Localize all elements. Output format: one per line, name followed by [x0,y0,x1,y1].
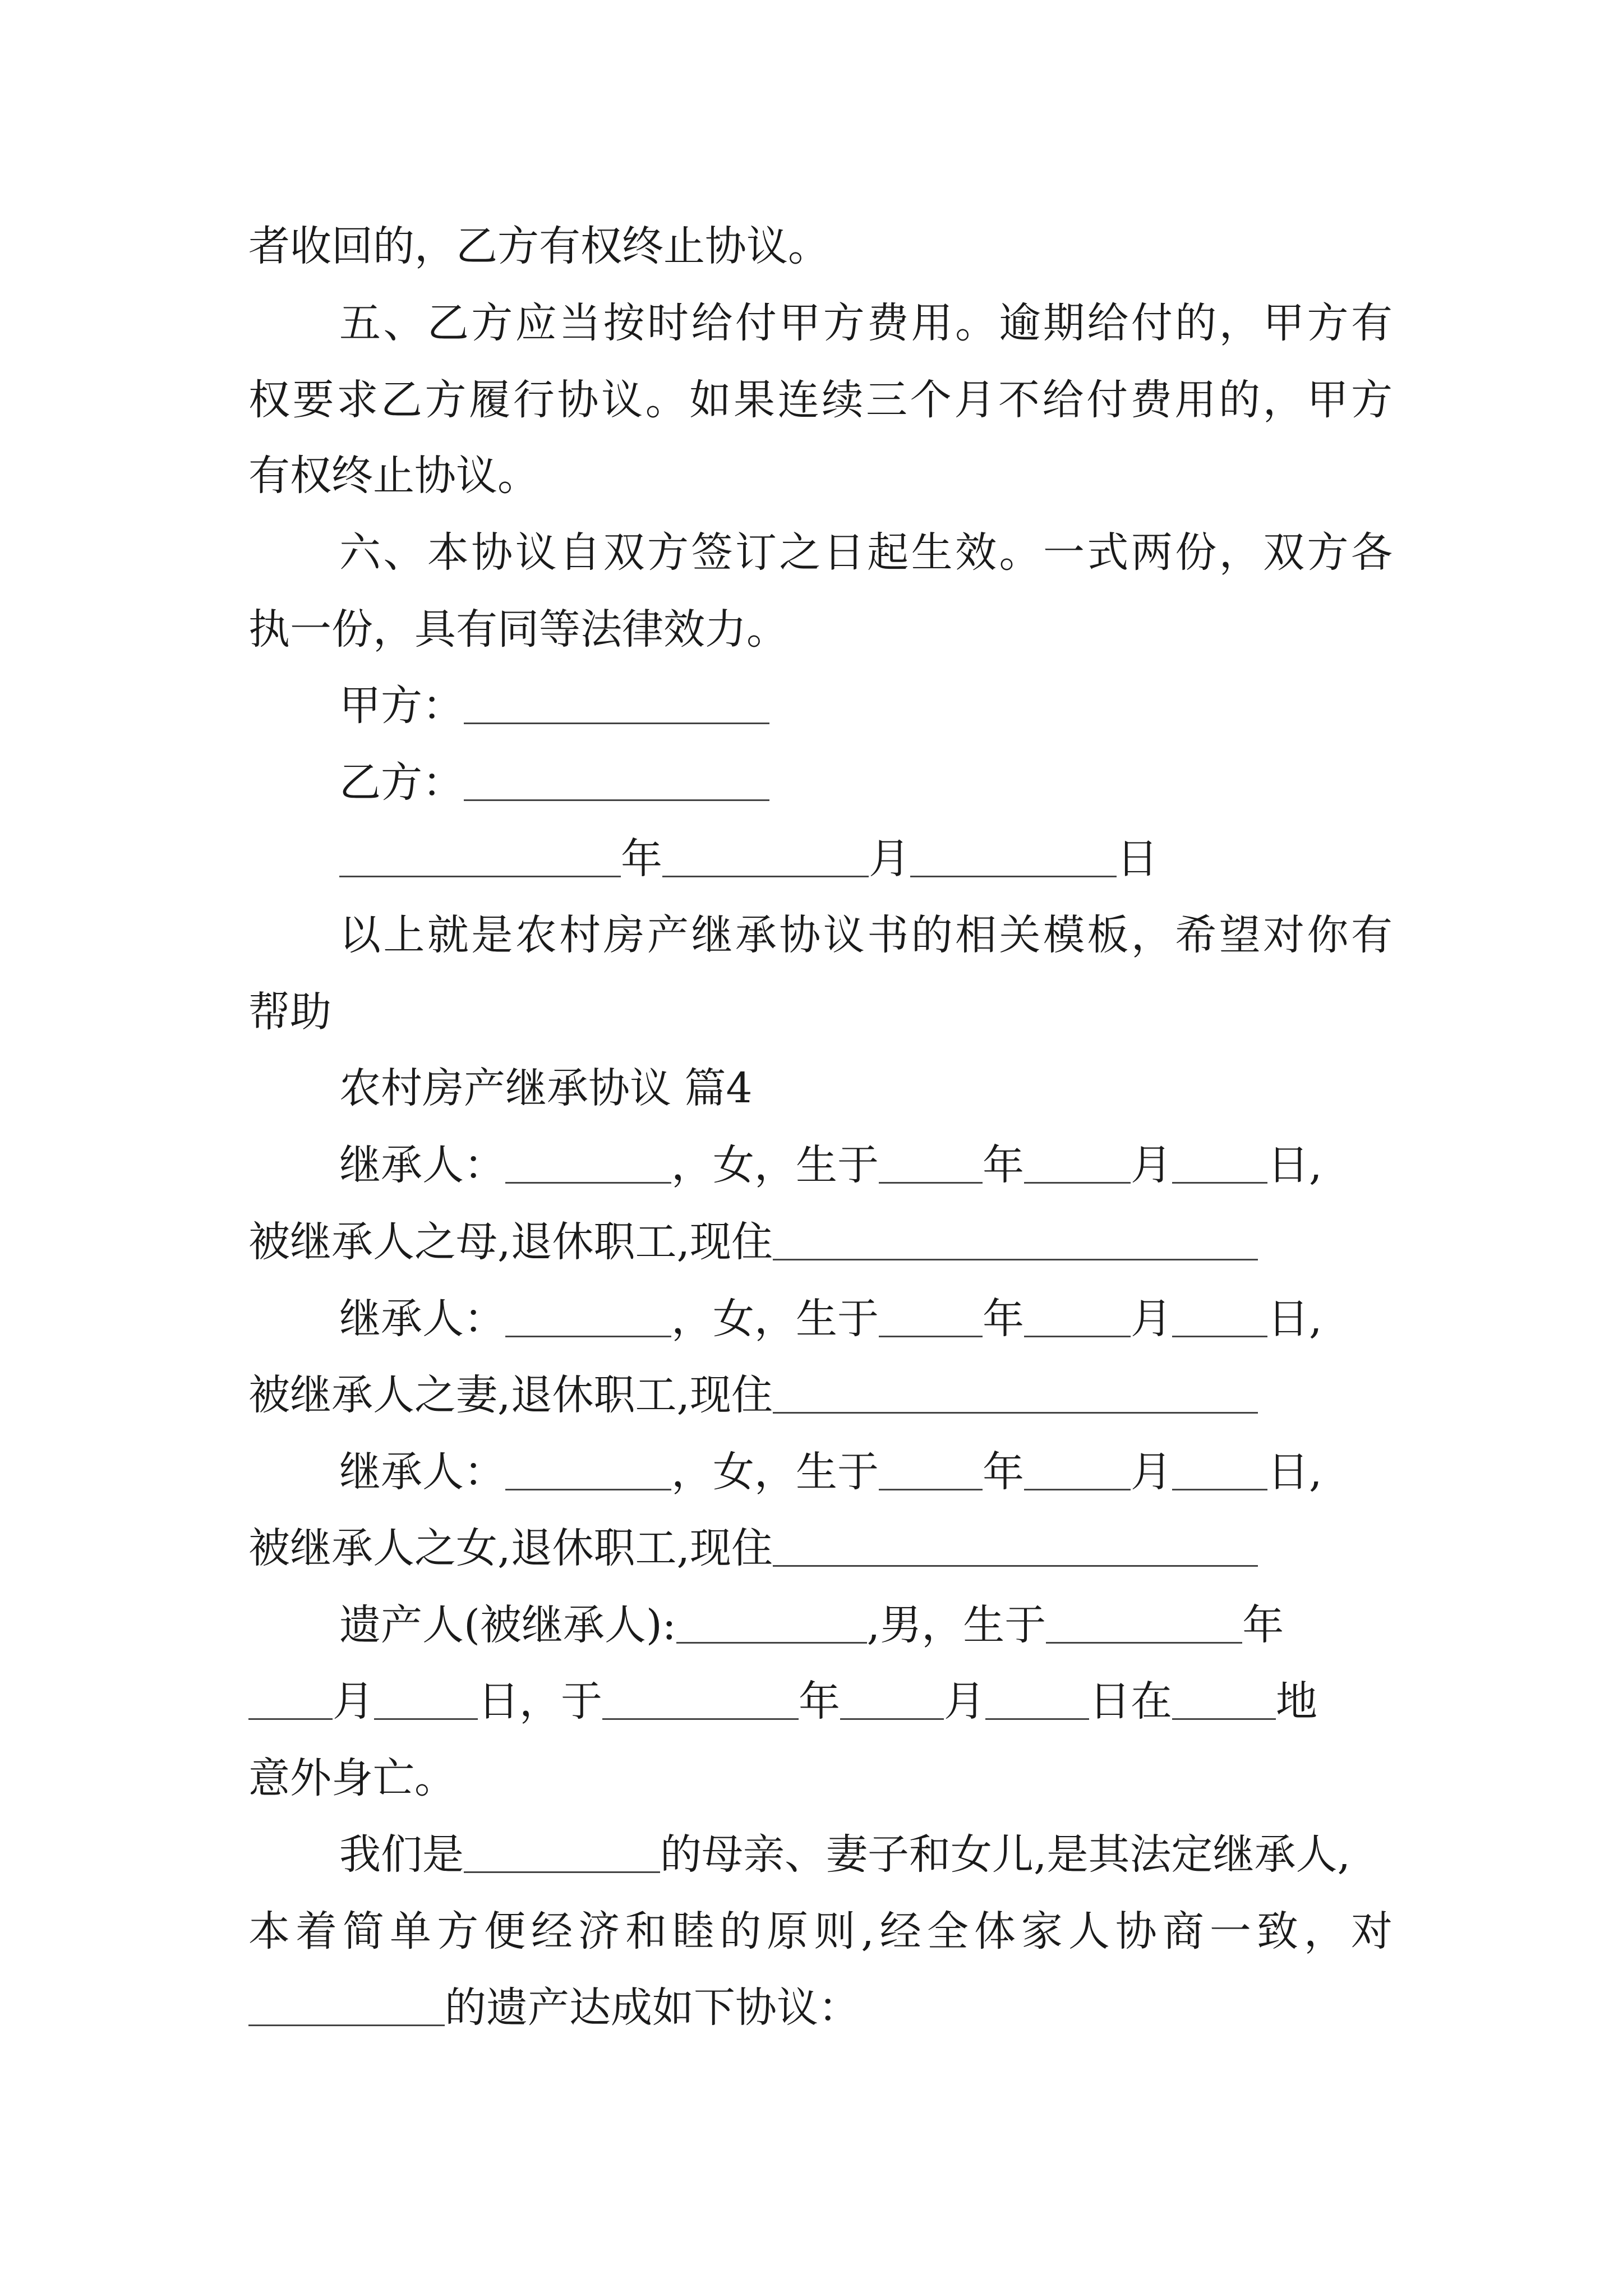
year-label: 年 [983,1448,1024,1496]
birth-year-blank [879,1450,983,1490]
birth-year-blank [1046,1603,1242,1644]
birth-month-blank [1024,1450,1131,1490]
heir-line [339,1281,1393,1358]
birth-day-blank [1172,1296,1267,1337]
birth-day-blank [374,1679,478,1720]
address-blank [773,1373,1258,1414]
decedent-name-blank [676,1603,867,1644]
heir-relation-text: 被继承人之女,退休职工,现住 [248,1524,773,1572]
year-label: 年 [1242,1601,1284,1649]
paragraph-line: 者收回的，乙方有权终止协议。 [248,222,829,270]
agreement-end-line [248,1970,1393,2046]
paragraph-line: 六、本协议自双方签订之日起生效。一式两份，双方各 [339,528,1393,577]
year-blank [339,836,621,877]
heirs-statement-text: 的母亲、妻子和女儿,是其法定继承人, [660,1830,1351,1879]
party-a-blank [464,683,769,724]
paragraph-line: 五、乙方应当按时给付甲方费用。逾期给付的，甲方有 [339,299,1393,347]
heir-gender-text: ，女，生于 [671,1295,879,1343]
heir-line [339,1434,1393,1511]
party-a-label: 甲方： [339,682,464,730]
paragraph-line: 帮助 [248,988,331,1036]
year-label: 年 [983,1141,1024,1189]
birth-year-blank [879,1143,983,1184]
decedent-gender-text: ,男，生于 [866,1601,1046,1649]
day-blank [910,836,1117,877]
year-label: 年 [621,835,662,883]
month-label: 月 [944,1677,985,1726]
month-label: 月 [1131,1448,1172,1496]
heir-gender-text: ，女，生于 [671,1448,879,1496]
year-label: 年 [799,1677,840,1726]
birth-year-blank [879,1296,983,1337]
party-b-label: 乙方： [339,758,464,807]
heir-name-blank [505,1296,671,1337]
paragraph-line: 有权终止协议。 [248,452,539,500]
heir-line [339,1127,1393,1204]
agreement-line [339,1816,1393,1893]
month-label: 月 [333,1677,374,1726]
day-label: 日 [1117,835,1158,883]
death-intro-text: 日，于 [478,1677,602,1726]
birth-day-blank [1172,1450,1267,1490]
month-label: 月 [1131,1295,1172,1343]
paragraph-line: 意外身亡。 [248,1754,456,1802]
month-label: 月 [869,835,910,883]
heir-relation-text: 被继承人之妻,退休职工,现住 [248,1371,773,1419]
birth-month-blank [248,1679,333,1720]
party-a-line [339,668,1393,744]
heir-address-line [248,1204,1393,1281]
section-heading: 农村房产继承协议 篇4 [339,1064,753,1112]
decedent-date-line [248,1663,1393,1740]
address-blank [773,1220,1258,1260]
death-place-intro: 日在 [1089,1677,1172,1726]
death-year-blank [602,1679,799,1720]
heir-label: 继承人： [339,1141,505,1189]
death-day-blank [985,1679,1089,1720]
paragraph-line: 以上就是农村房产继承协议书的相关模板，希望对你有 [339,911,1393,959]
decedent-name-blank [248,1985,445,2026]
birth-day-blank [1172,1143,1267,1184]
heir-gender-text: ，女，生于 [671,1141,879,1189]
death-place-blank [1172,1679,1276,1720]
place-label: 地 [1276,1677,1317,1726]
death-month-blank [840,1679,944,1720]
decedent-label: 遗产人(被继承人): [339,1601,676,1649]
party-b-blank [464,760,769,801]
month-label: 月 [1131,1141,1172,1189]
paragraph-line: 本着简单方便经济和睦的原则,经全体家人协商一致，对 [248,1907,1393,1955]
day-label: 日, [1267,1295,1322,1343]
day-label: 日, [1267,1141,1322,1189]
heir-relation-text: 被继承人之母,退休职工,现住 [248,1218,773,1266]
birth-month-blank [1024,1143,1131,1184]
paragraph-line: 权要求乙方履行协议。如果连续三个月不给付费用的，甲方 [248,376,1393,424]
estate-agreement-text: 的遗产达成如下协议： [445,1984,860,2032]
heir-name-blank [505,1450,671,1490]
year-label: 年 [983,1295,1024,1343]
heir-label: 继承人： [339,1295,505,1343]
signing-date-line [339,821,1393,898]
decedent-line [339,1587,1393,1664]
heir-name-blank [505,1143,671,1184]
day-label: 日, [1267,1448,1322,1496]
address-blank [773,1526,1258,1567]
birth-month-blank [1024,1296,1131,1337]
party-b-line [339,744,1393,821]
heir-address-line [248,1357,1393,1434]
decedent-name-blank [464,1832,660,1873]
heir-address-line [248,1510,1393,1587]
we-are-text: 我们是 [339,1830,464,1879]
month-blank [662,836,869,877]
heir-label: 继承人： [339,1448,505,1496]
paragraph-line: 执一份，具有同等法律效力。 [248,605,788,654]
